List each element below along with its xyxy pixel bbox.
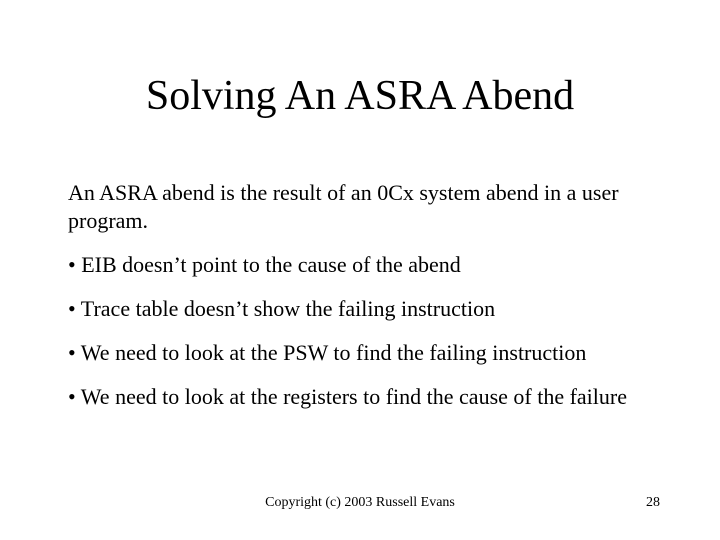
bullet-item: • We need to look at the PSW to find the failing instruction — [68, 340, 587, 365]
page-number: 28 — [646, 495, 660, 510]
slide-body — [68, 179, 658, 427]
footer-copyright: Copyright (c) 2003 Russell Evans — [265, 495, 455, 510]
bullet-item: • We need to look at the registers to find the cause of the failure — [68, 384, 628, 409]
bullet-item: • Trace table doesn’t show the failing instruction — [68, 296, 496, 321]
bullet-item: • EIB doesn’t point to the cause of the abend — [68, 252, 461, 277]
slide-title: Solving An ASRA Abend — [145, 73, 575, 119]
intro-paragraph: An ASRA abend is the result of an 0Cx system abend in a user program. — [68, 180, 619, 233]
